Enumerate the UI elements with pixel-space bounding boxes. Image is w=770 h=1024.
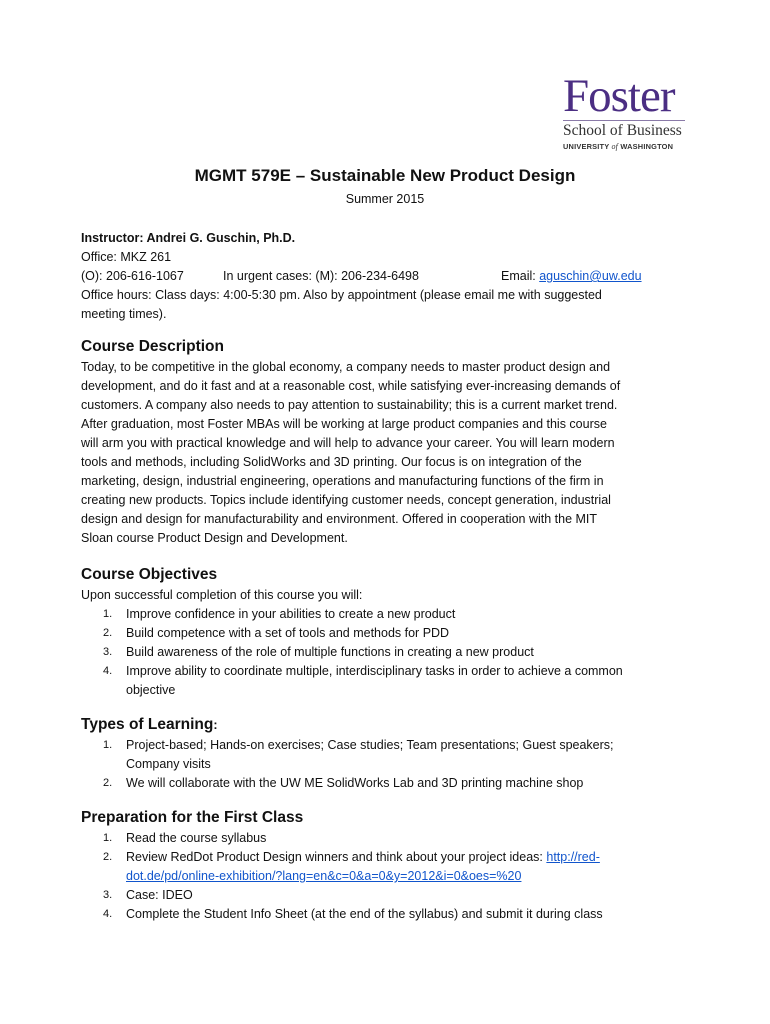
list-number: 2.: [103, 777, 113, 789]
logo-school: School of Business: [563, 120, 685, 140]
list-number: 4.: [103, 908, 113, 920]
list-item: [81, 736, 691, 774]
description-line: creating new products. Topics include identifying customer needs, concept generation, industrial: [81, 493, 611, 507]
list-item: [81, 848, 691, 886]
contact-row: [81, 267, 691, 286]
preparation-heading: Preparation for the First Class: [81, 809, 304, 826]
email-link[interactable]: aguschin@uw.edu: [539, 269, 642, 283]
office-phone: (O): 206-616-1067: [81, 269, 184, 283]
list-text: [126, 848, 691, 867]
list-text: Company visits: [126, 757, 211, 771]
syllabus-content: [81, 229, 691, 924]
logo-university-prefix: UNIVERSITY: [563, 142, 610, 151]
list-number: 1.: [103, 608, 113, 620]
list-item: [81, 886, 691, 905]
logo-university-suffix: WASHINGTON: [620, 142, 674, 151]
list-text: Build awareness of the role of multiple functions in creating a new product: [126, 645, 534, 659]
logo-university-of: of: [611, 142, 619, 151]
description-line: tools and methods, including SolidWorks and 3D printing. Our focus is on integration of the: [81, 455, 582, 469]
description-line: design and design for manufacturability and environment. Offered in cooperation with the MIT: [81, 512, 598, 526]
email-label: Email:: [501, 269, 540, 283]
list-item: [81, 829, 691, 848]
description-line: Sloan course Product Design and Development.: [81, 531, 348, 545]
reddot-link[interactable]: http://red-: [546, 850, 600, 864]
list-text: Read the course syllabus: [126, 831, 267, 845]
list-text: [126, 867, 691, 886]
description-line: customers. A company also needs to pay attention to sustainability; this is a current market trend.: [81, 398, 618, 412]
list-text: objective: [126, 683, 176, 697]
objectives-heading: Course Objectives: [81, 566, 218, 583]
list-number: 1.: [103, 832, 113, 844]
list-item: [81, 774, 691, 793]
list-item: [81, 905, 691, 924]
objectives-intro: Upon successful completion of this course you will:: [81, 588, 363, 602]
learning-list: [81, 736, 691, 793]
instructor-label: Instructor: Andrei G. Guschin, Ph.D.: [81, 231, 296, 245]
logo-name: Foster: [563, 70, 675, 122]
list-text: Improve ability to coordinate multiple, interdisciplinary tasks in order to achieve a common: [126, 664, 623, 678]
list-item: [81, 662, 691, 700]
list-item: [81, 643, 691, 662]
list-number: 3.: [103, 889, 113, 901]
learning-heading-text: Types of Learning: [81, 716, 214, 733]
email-line: [501, 267, 642, 286]
description-heading: Course Description: [81, 338, 224, 355]
description-line: Today, to be competitive in the global economy, a company needs to master product design and: [81, 360, 611, 374]
description-line: development, and do it fast and at a reasonable cost, while satisfying ever-increasing demands of: [81, 379, 621, 393]
list-item: [81, 605, 691, 624]
list-text: Improve confidence in your abilities to create a new product: [126, 607, 456, 621]
logo-university: [563, 142, 693, 151]
list-text: Project-based; Hands-on exercises; Case studies; Team presentations; Guest speakers;: [126, 738, 614, 752]
description-line: marketing, design, industrial engineering, operations and manufacturing functions of the firm in: [81, 474, 604, 488]
list-number: 4.: [103, 665, 113, 677]
office-hours-line-2: meeting times).: [81, 307, 167, 321]
list-text: Complete the Student Info Sheet (at the end of the syllabus) and submit it during class: [126, 907, 603, 921]
list-number: 1.: [103, 739, 113, 751]
reddot-link-continued[interactable]: dot.de/pd/online-exhibition/?lang=en&c=0&a=0&y=2012&i=0&oes=%20: [126, 869, 522, 883]
description-line: will arm you with practical knowledge and will help to advance your career. You will learn modern: [81, 436, 615, 450]
learning-heading: [81, 714, 691, 736]
course-term: Summer 2015: [345, 192, 425, 206]
course-title: MGMT 579E – Sustainable New Product Design: [194, 166, 576, 185]
list-text: Case: IDEO: [126, 888, 193, 902]
preparation-list: [81, 829, 691, 924]
urgent-phone: In urgent cases: (M): 206-234-6498: [223, 269, 419, 283]
objectives-list: [81, 605, 691, 700]
description-paragraph: [81, 358, 691, 548]
list-number: 2.: [103, 627, 113, 639]
list-text: Build competence with a set of tools and methods for PDD: [126, 626, 450, 640]
learning-heading-colon: :: [213, 718, 218, 732]
list-text: We will collaborate with the UW ME SolidWorks Lab and 3D printing machine shop: [126, 776, 584, 790]
list-number: 3.: [103, 646, 113, 658]
office-location: Office: MKZ 261: [81, 250, 172, 264]
foster-logo: [563, 70, 693, 151]
office-hours-line-1: Office hours: Class days: 4:00-5:30 pm. Also by appointment (please email me with suggested: [81, 288, 602, 302]
list-item: [81, 624, 691, 643]
description-line: After graduation, most Foster MBAs will be working at large product companies and this course: [81, 417, 607, 431]
list-number: 2.: [103, 851, 113, 863]
reddot-text: Review RedDot Product Design winners and think about your project ideas:: [126, 850, 547, 864]
